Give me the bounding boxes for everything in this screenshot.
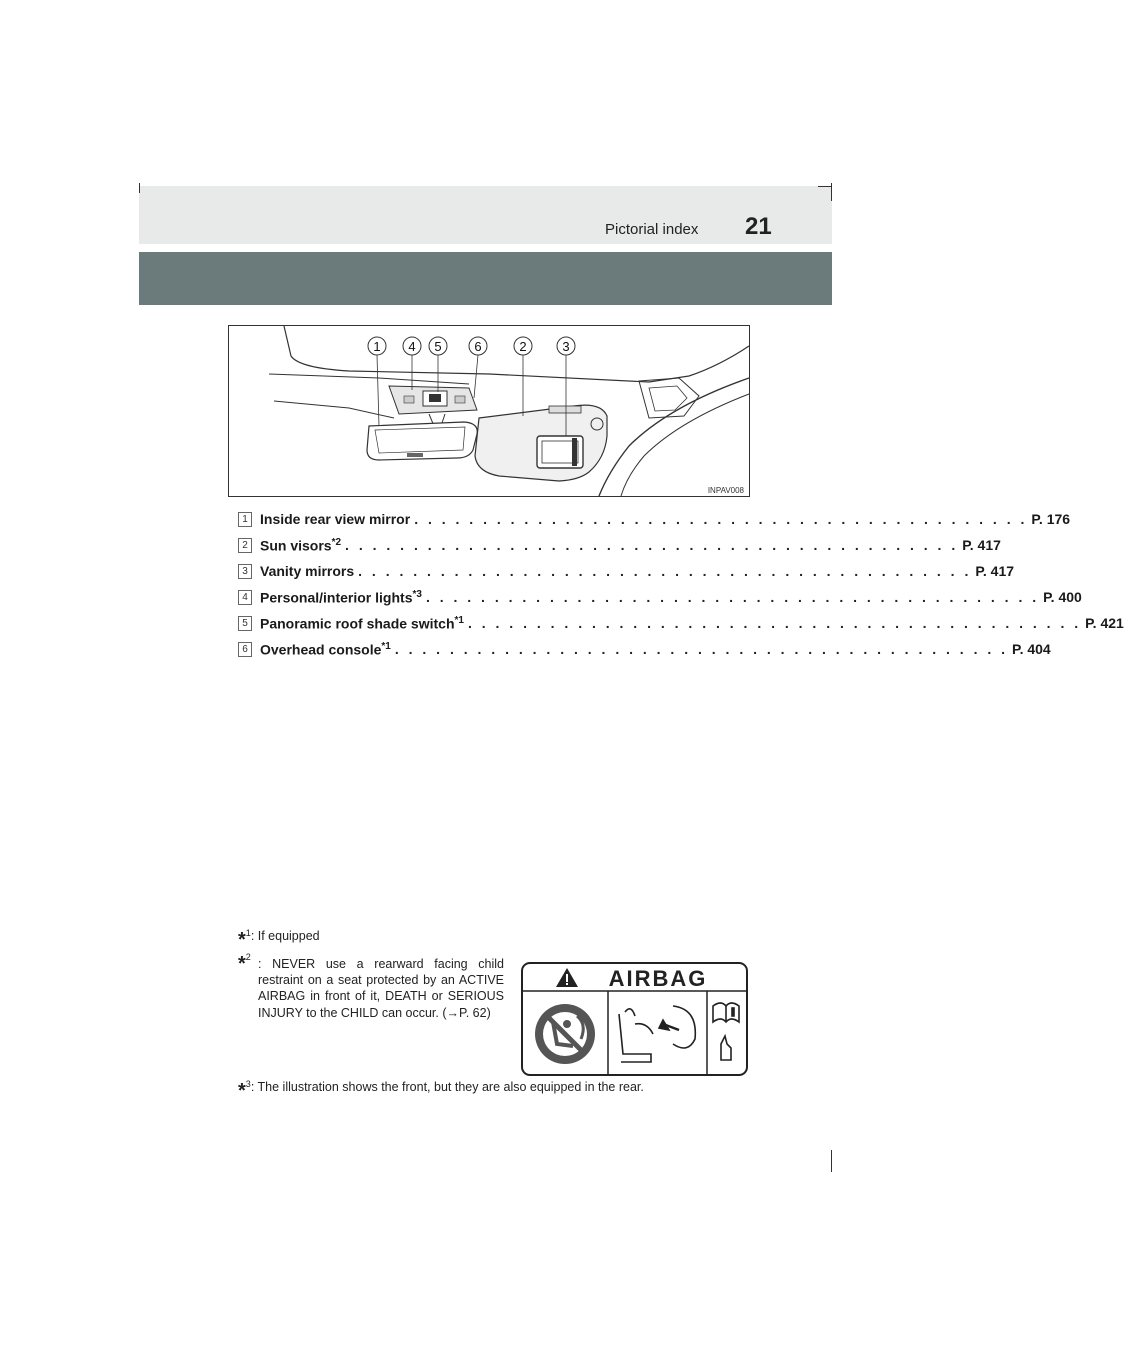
callout-5 [429, 337, 447, 392]
item-number: 2 [238, 538, 252, 553]
no-rear-facing-seat-icon [535, 1004, 595, 1064]
svg-text:2: 2 [519, 339, 527, 354]
note-marker: *2 [331, 536, 342, 548]
page-number: 21 [745, 213, 772, 240]
page-reference[interactable]: P. 417 [962, 537, 1001, 553]
footnote-2-text: : NEVER use a rearward facing child restraint on a seat protected by an ACTIVE AIRBAG in front of it, DEATH or SERIOUS INJURY to the CHILD can occur. (→P. 62) [258, 957, 504, 1020]
read-manual-icon [713, 1003, 739, 1060]
note-marker: *1 [454, 614, 464, 626]
svg-text:6: 6 [474, 339, 482, 354]
item-label: Inside rear view mirror [260, 511, 411, 527]
footnote-2: *$^2$ : NEVER use a rearward facing child restraint on a seat protected by an ACTIVE AIRBAG in front of it, DEATH or SERIOUS INJURY to the CHILD can occur. (→P. 62) [238, 952, 504, 1020]
page-reference[interactable]: P. 421 [1085, 615, 1124, 631]
svg-text:5: 5 [434, 339, 442, 354]
page-section-title: Pictorial index [605, 221, 699, 238]
section-bar [139, 252, 832, 305]
item-label: Vanity mirrors [260, 563, 355, 579]
item-label: Panoramic roof shade switch$^{*1}$ [260, 614, 464, 632]
index-item[interactable] [238, 636, 1051, 662]
page-reference[interactable]: P. 176 [1031, 511, 1071, 527]
callout-6 [469, 337, 487, 398]
dot-leader: . . . . . . . . . . . . . . . . . . . . . . . . . . . . . . . . . . . . . . . . . . . . . [425, 589, 1040, 605]
dot-leader: . . . . . . . . . . . . . . . . . . . . . . . . . . . . . . . . . . . . . . . . . . . . . [467, 615, 1082, 631]
item-label: Overhead console$^{*1}$ [260, 640, 391, 658]
svg-text:3: 3 [562, 339, 570, 354]
index-item[interactable] [238, 584, 1082, 610]
page-reference[interactable]: P. 400 [1043, 589, 1082, 605]
item-number: 4 [238, 590, 252, 605]
index-item[interactable] [238, 610, 1124, 636]
index-list [238, 506, 1124, 662]
footnote-3: *$^3$: The illustration shows the front, but they are also equipped in the rear. [238, 1079, 644, 1102]
item-number: 1 [238, 512, 252, 527]
item-number: 3 [238, 564, 252, 579]
crop-mark [139, 183, 140, 193]
callout-4 [403, 337, 421, 390]
overhead-interior-drawing [229, 326, 749, 496]
page-reference[interactable]: P. 404 [1012, 641, 1051, 657]
airbag-warning-label [521, 962, 748, 1076]
item-label: Sun visors$^{*2}$ [260, 536, 342, 554]
page-reference[interactable]: P. 417 [975, 563, 1015, 579]
index-item[interactable] [238, 506, 1071, 532]
svg-text:1: 1 [373, 339, 381, 354]
interior-illustration [228, 325, 750, 497]
item-number: 5 [238, 616, 252, 631]
airbag-title: AIRBAG [608, 966, 708, 991]
note-marker: *1 [381, 640, 391, 652]
item-label: Personal/interior lights$^{*3}$ [260, 588, 422, 606]
footnote-1: *$^1$: If equipped [238, 928, 320, 951]
note-marker: *3 [412, 588, 422, 600]
item-number: 6 [238, 642, 252, 657]
index-item[interactable] [238, 532, 1001, 558]
airbag-deploy-icon [619, 1006, 695, 1062]
crop-mark [831, 1150, 832, 1172]
dot-leader: . . . . . . . . . . . . . . . . . . . . . . . . . . . . . . . . . . . . . . . . . . . . . [345, 537, 959, 553]
dot-leader: . . . . . . . . . . . . . . . . . . . . . . . . . . . . . . . . . . . . . . . . . . . . . [394, 641, 1009, 657]
crop-mark [818, 186, 832, 187]
illustration-code: INPAV008 [707, 486, 744, 495]
svg-text:4: 4 [408, 339, 416, 354]
dot-leader: . . . . . . . . . . . . . . . . . . . . . . . . . . . . . . . . . . . . . . . . . . . . . [414, 511, 1028, 527]
header-band [139, 186, 832, 244]
index-item[interactable] [238, 558, 1015, 584]
dot-leader: . . . . . . . . . . . . . . . . . . . . . . . . . . . . . . . . . . . . . . . . . . . . . [358, 563, 972, 579]
